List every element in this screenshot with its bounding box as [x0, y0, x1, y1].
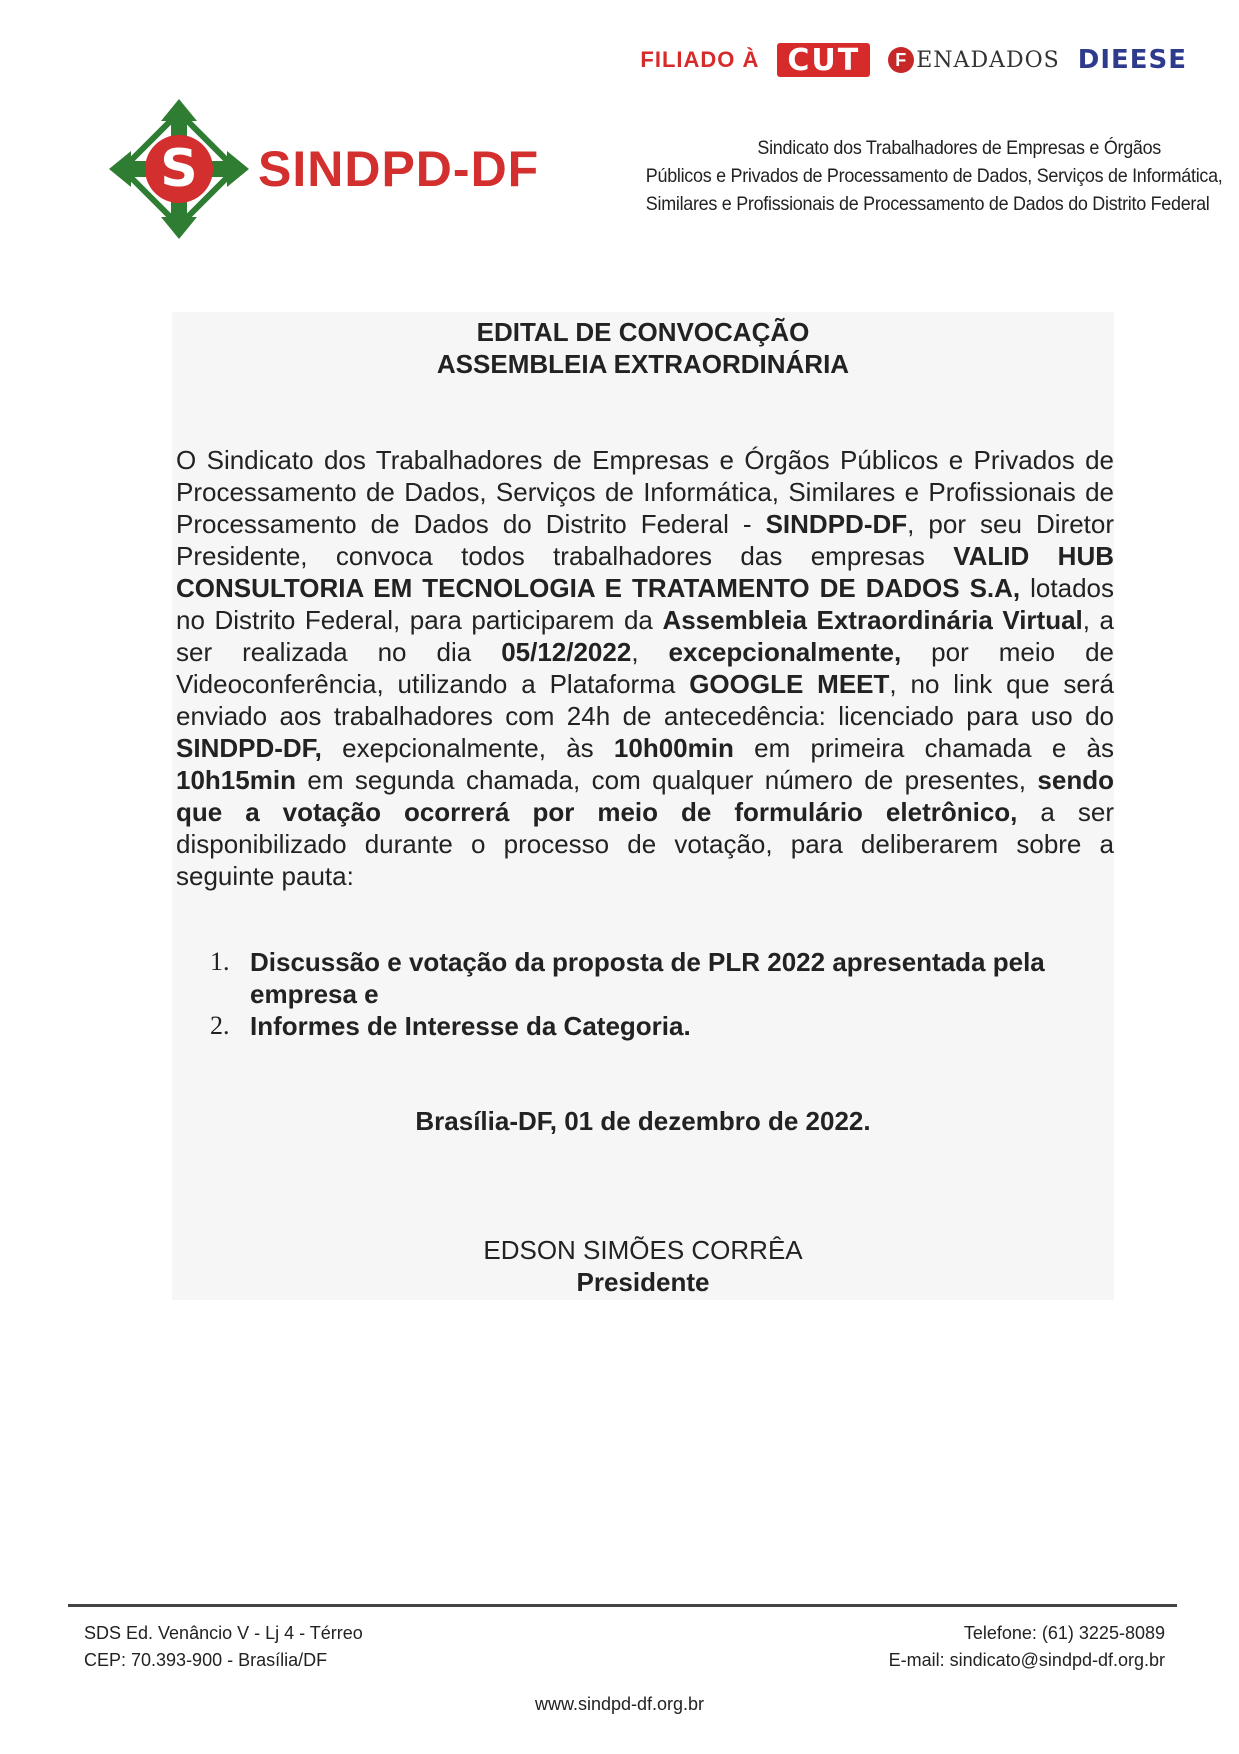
union-name-line: Similares e Profissionais de Processamento de Dados do Distrito Federal: [645, 193, 1210, 215]
second-call-time: 10h15min: [176, 765, 296, 795]
platform-name: GOOGLE MEET: [689, 669, 890, 699]
date-line: Brasília-DF, 01 de dezembro de 2022.: [415, 1106, 871, 1136]
body-text: , no link que será enviado aos trabalhadores com 24h de antecedência: licenciado para uso do: [176, 669, 1114, 731]
footer-divider: [68, 1604, 1177, 1607]
body-text: por meio de Videoconferência, utilizando a Plataforma: [176, 637, 1115, 699]
first-call-time: 10h00min: [613, 733, 734, 763]
footer-contact: [889, 1620, 1165, 1674]
signer-role: Presidente: [576, 1267, 710, 1297]
body-emphasis: Assembleia Extraordinária Virtual: [662, 605, 1083, 635]
body-text: em primeira chamada e às: [733, 733, 1114, 763]
agenda-number: 2.: [210, 1011, 230, 1040]
title-line-1: EDITAL DE CONVOCAÇÃO: [476, 317, 810, 347]
notice-title: [172, 316, 1114, 380]
dieese-logo: DIEESE: [1077, 45, 1187, 75]
affiliation-label: FILIADO À: [640, 47, 760, 72]
body-text: exepcionalmente, às: [321, 733, 614, 763]
agenda-item: [210, 946, 1114, 1010]
phone-text: Telefone: (61) 3225-8089: [963, 1623, 1165, 1643]
signature-block: [172, 1234, 1114, 1298]
agenda-text: Discussão e votação da proposta de PLR 2022 apresentada pela empresa e: [250, 947, 1045, 1009]
svg-text:S: S: [160, 139, 198, 199]
body-text: , por seu Diretor Presidente, convoca todos trabalhadores das empresas: [176, 509, 1114, 571]
body-text: em segunda chamada, com qualquer número de presentes,: [295, 765, 1038, 795]
meeting-date: 05/12/2022: [501, 637, 632, 667]
agenda-item: [210, 1010, 1114, 1042]
email-link[interactable]: E-mail: sindicato@sindpd-df.org.br: [888, 1650, 1165, 1670]
agenda-text: Informes de Interesse da Categoria.: [250, 1011, 691, 1041]
logo-name: SINDPD-DF: [258, 141, 540, 197]
sindpd-logo: [104, 94, 539, 244]
sindpd-emblem-icon: [104, 94, 254, 244]
body-emphasis: sendo que a votação ocorrerá por meio de formulário eletrônico,: [176, 765, 1114, 827]
fenadados-logo: [888, 47, 1059, 73]
address-line: CEP: 70.393-900 - Brasília/DF: [84, 1650, 328, 1670]
notice-body: [176, 444, 1114, 892]
address-line: SDS Ed. Venâncio V - Lj 4 - Térreo: [84, 1623, 363, 1643]
company-name: VALID HUB CONSULTORIA EM TECNOLOGIA E TRATAMENTO DE DADOS S.A,: [176, 541, 1114, 603]
body-text: a ser disponibilizado durante o processo de votação, para deliberarem sobre a seguinte pauta:: [176, 797, 1114, 891]
footer-address: [84, 1620, 363, 1674]
union-name-line: Sindicato dos Trabalhadores de Empresas e Órgãos: [757, 137, 1161, 159]
fenadados-mark-icon: F: [888, 47, 914, 73]
signer-name: EDSON SIMÕES CORRÊA: [483, 1235, 803, 1265]
body-text: , a ser realizada no dia: [176, 605, 1114, 667]
affiliation-bar: [640, 40, 1187, 80]
website-link[interactable]: www.sindpd-df.org.br: [534, 1694, 705, 1714]
union-full-name: [645, 134, 1223, 218]
cut-logo: CUT: [777, 43, 870, 77]
body-text: O Sindicato dos Trabalhadores de Empresas e Órgãos Públicos e Privados de Processamento de Dados, Serviços de Informática, Similares e Profissionais de Processamento de Dados do Distrito Federal -: [176, 445, 1114, 539]
body-emphasis: excepcionalmente,: [668, 637, 902, 667]
fenadados-label: ENADADOS: [916, 47, 1060, 73]
agenda-number: 1.: [210, 947, 230, 976]
title-line-2: ASSEMBLEIA EXTRAORDINÁRIA: [436, 349, 850, 379]
agenda-list: [210, 946, 1114, 1042]
body-emphasis: SINDPD-DF: [765, 509, 908, 539]
body-text: ,: [631, 637, 669, 667]
union-name-line: Públicos e Privados de Processamento de Dados, Serviços de Informática,: [645, 165, 1223, 187]
body-emphasis: SINDPD-DF,: [176, 733, 322, 763]
body-text: lotados no Distrito Federal, para participarem da: [176, 573, 1114, 635]
